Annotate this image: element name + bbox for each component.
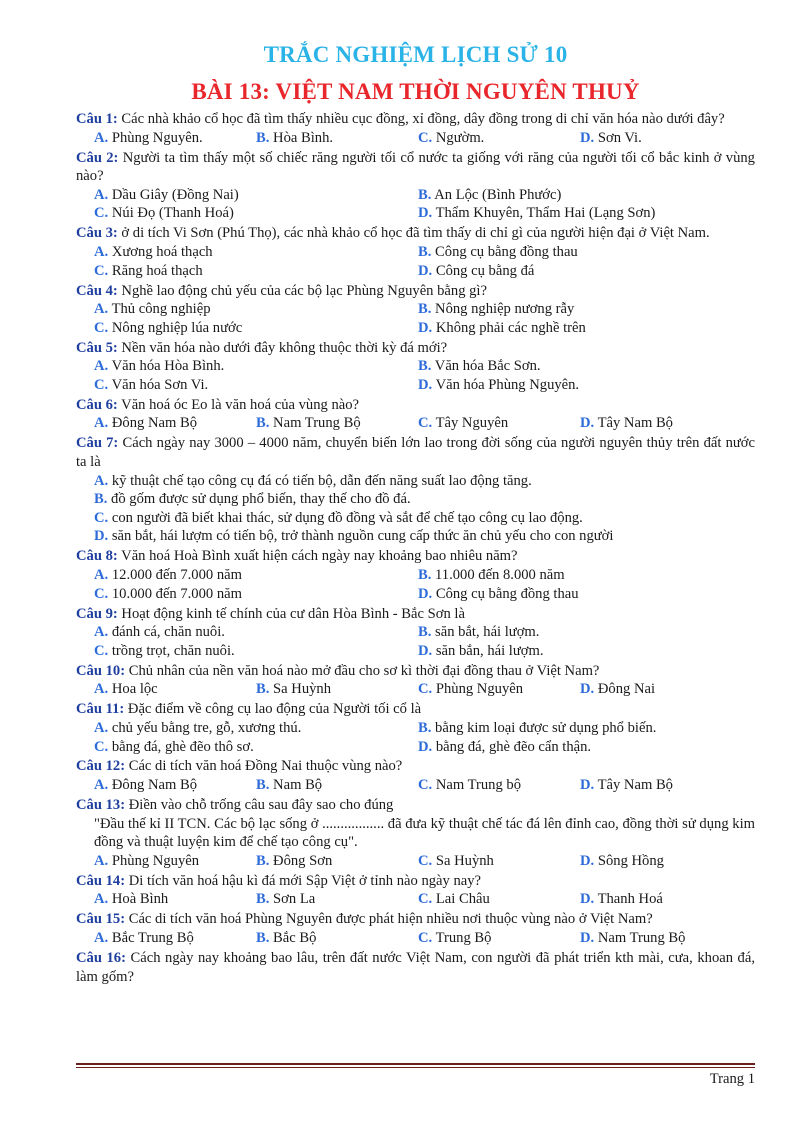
question-2 <box>76 149 755 223</box>
answer-option-c[interactable] <box>94 738 418 757</box>
option-letter: A. <box>94 186 109 203</box>
option-letter: D. <box>580 415 595 432</box>
answer-option-b[interactable] <box>256 129 418 148</box>
answer-option-b[interactable] <box>256 929 418 948</box>
option-text: Sa Huỳnh <box>273 681 332 698</box>
option-letter: C. <box>94 205 109 222</box>
option-text: Sơn La <box>273 891 316 908</box>
lesson-title: BÀI 13: VIỆT NAM THỜI NGUYÊN THUỶ <box>191 79 640 104</box>
answer-option-a[interactable] <box>94 929 256 948</box>
option-letter: C. <box>94 509 109 526</box>
question-label: Câu 2: <box>76 149 119 166</box>
question-body: Các di tích văn hoá Đồng Nai thuộc vùng nào? <box>128 758 403 775</box>
question-text <box>76 396 755 415</box>
option-text: Văn hóa Bắc Sơn. <box>434 358 541 375</box>
question-label: Câu 8: <box>76 548 118 565</box>
option-text: Lai Châu <box>435 891 490 908</box>
option-letter: D. <box>94 528 109 545</box>
option-text: bằng kim loại được sử dụng phổ biến. <box>435 719 657 736</box>
question-4 <box>76 282 755 338</box>
question-7 <box>76 434 755 546</box>
question-text <box>76 339 755 358</box>
option-letter: A. <box>94 472 109 489</box>
answer-option-a[interactable] <box>94 472 755 491</box>
option-letter: C. <box>418 415 433 432</box>
option-text: Nam Trung bộ <box>435 777 522 794</box>
option-text: Núi Đọ (Thanh Hoá) <box>111 205 234 222</box>
option-letter: B. <box>94 491 108 508</box>
option-letter: C. <box>94 319 109 336</box>
option-text: săn bắn, hái lượm. <box>435 642 544 659</box>
option-letter: B. <box>418 358 432 375</box>
option-text: Dầu Giây (Đồng Nai) <box>111 186 239 203</box>
option-text: Thẩm Khuyên, Thẩm Hai (Lạng Sơn) <box>435 205 656 222</box>
answer-option-d[interactable] <box>580 929 742 948</box>
answer-option-c[interactable] <box>94 319 418 338</box>
option-letter: A. <box>94 301 109 318</box>
option-text: Hoa lộc <box>111 681 158 698</box>
option-text: Phùng Nguyên. <box>111 129 203 146</box>
option-text: bằng đá, ghè đẽo cẩn thận. <box>435 738 592 755</box>
answer-options <box>76 680 755 699</box>
question-label: Câu 15: <box>76 911 126 928</box>
question-text <box>76 872 755 891</box>
answer-option-d[interactable] <box>418 642 742 661</box>
question-label: Câu 10: <box>76 662 126 679</box>
answer-options <box>76 852 755 871</box>
question-label: Câu 11: <box>76 701 125 718</box>
option-letter: A. <box>94 777 109 794</box>
option-letter: C. <box>418 930 433 946</box>
question-12 <box>76 757 755 794</box>
option-letter: C. <box>418 777 433 794</box>
option-letter: D. <box>418 642 433 659</box>
option-text: Nông nghiệp lúa nước <box>111 319 243 336</box>
option-letter: C. <box>94 262 109 279</box>
option-text: An Lộc (Bình Phước) <box>434 186 562 203</box>
answer-options <box>76 243 755 280</box>
question-label: Câu 1: <box>76 111 118 127</box>
option-text: Trung Bộ <box>435 930 492 946</box>
option-text: Bắc Bộ <box>273 930 317 946</box>
answer-options <box>76 129 755 148</box>
option-text: Tây Nam Bộ <box>597 415 673 432</box>
option-letter: D. <box>418 376 433 393</box>
option-letter: C. <box>418 681 433 698</box>
answer-option-a[interactable] <box>94 776 256 795</box>
option-letter: A. <box>94 129 109 146</box>
option-text: Tây Nguyên <box>435 415 509 432</box>
option-text: Nam Bộ <box>273 777 323 794</box>
option-text: Hoà Bình <box>111 891 169 908</box>
question-3 <box>76 224 755 280</box>
option-letter: D. <box>418 205 433 222</box>
option-text: săn bắt, hái lượm. <box>435 624 540 641</box>
answer-options <box>76 890 755 909</box>
option-letter: D. <box>418 319 433 336</box>
question-text <box>76 757 755 776</box>
question-body: ở di tích Vi Sơn (Phú Thọ), các nhà khảo cổ học đã tìm thấy di chỉ gì của người hiện đại ở Việt Nam. <box>121 225 710 242</box>
question-label: Câu 12: <box>76 758 126 775</box>
option-letter: C. <box>94 376 109 393</box>
option-text: kỹ thuật chế tạo công cụ đá có tiến bộ, dẫn đến năng suất lao động tăng. <box>111 472 532 489</box>
question-body: Các di tích văn hoá Phùng Nguyên được phát hiện nhiều nơi thuộc vùng nào ở Việt Nam? <box>128 911 653 928</box>
answer-option-a[interactable] <box>94 129 256 148</box>
option-text: đánh cá, chăn nuôi. <box>111 624 225 641</box>
answer-option-c[interactable] <box>94 204 418 223</box>
question-body: Cách ngày nay khoảng bao lâu, trên đất nước Việt Nam, con người đã phát triển kth mài, cưa, khoan đá, làm gốm? <box>76 949 755 985</box>
answer-option-a[interactable] <box>94 243 418 262</box>
option-letter: D. <box>418 585 433 602</box>
question-text <box>76 605 755 624</box>
answer-options <box>76 414 755 433</box>
question-list <box>76 110 755 988</box>
option-text: đồ gốm được sử dụng phổ biến, thay thế cho đồ đá. <box>111 491 411 508</box>
answer-option-d[interactable] <box>418 204 742 223</box>
answer-options <box>76 929 755 948</box>
answer-option-a[interactable] <box>94 357 418 376</box>
question-body: Di tích văn hoá hậu kì đá mới Sập Việt ở tỉnh nào ngày nay? <box>128 872 482 889</box>
question-body: Chủ nhân của nền văn hoá nào mở đầu cho sơ kì thời đại đồng thau ở Việt Nam? <box>128 662 600 679</box>
option-letter: A. <box>94 681 109 698</box>
question-6 <box>76 396 755 433</box>
answer-option-d[interactable] <box>580 776 742 795</box>
option-text: Văn hóa Phùng Nguyên. <box>435 376 580 393</box>
question-14 <box>76 872 755 909</box>
question-9 <box>76 605 755 661</box>
question-text <box>76 282 755 301</box>
question-label: Câu 3: <box>76 225 118 242</box>
option-letter: A. <box>94 852 109 869</box>
option-letter: A. <box>94 358 109 375</box>
option-text: Bắc Trung Bộ <box>111 930 194 946</box>
answer-option-d[interactable] <box>580 852 742 871</box>
option-text: Văn hóa Hòa Bình. <box>111 358 225 375</box>
option-letter: B. <box>256 891 270 908</box>
option-letter: D. <box>580 852 595 869</box>
option-letter: B. <box>418 301 432 318</box>
answer-option-a[interactable] <box>94 300 418 319</box>
question-text <box>76 949 755 986</box>
option-text: Thanh Hoá <box>597 891 663 908</box>
question-text <box>76 700 755 719</box>
answer-option-d[interactable] <box>94 527 755 546</box>
question-5 <box>76 339 755 395</box>
answer-option-b[interactable] <box>418 623 742 642</box>
question-body: Văn hoá Hoà Bình xuất hiện cách ngày nay khoảng bao nhiêu năm? <box>121 548 518 565</box>
question-label: Câu 5: <box>76 339 118 356</box>
question-body: Người ta tìm thấy một số chiếc răng người tối cổ nước ta giống với răng của người tối cổ bắc kinh ở vùng nào? <box>76 149 755 185</box>
question-body: Hoạt động kinh tế chính của cư dân Hòa Bình - Bắc Sơn là <box>121 605 465 622</box>
option-letter: B. <box>418 186 432 203</box>
question-1 <box>76 110 755 147</box>
option-letter: C. <box>418 891 433 908</box>
option-text: Văn hóa Sơn Vi. <box>111 376 209 393</box>
answer-option-d[interactable] <box>418 585 742 604</box>
answer-option-b[interactable] <box>418 300 742 319</box>
question-13 <box>76 796 755 870</box>
option-letter: C. <box>94 642 109 659</box>
option-letter: D. <box>580 681 595 698</box>
option-letter: B. <box>418 243 432 260</box>
option-text: chủ yếu bằng tre, gỗ, xương thú. <box>111 719 302 736</box>
question-body: Nghề lao động chủ yếu của các bộ lạc Phùng Nguyên bằng gì? <box>121 282 487 299</box>
option-letter: A. <box>94 930 109 946</box>
answer-option-d[interactable] <box>418 738 742 757</box>
option-text: Tây Nam Bộ <box>597 777 673 794</box>
answer-option-c[interactable] <box>418 929 580 948</box>
question-8 <box>76 547 755 603</box>
answer-options <box>76 776 755 795</box>
answer-option-c[interactable] <box>418 776 580 795</box>
option-text: Xương hoá thạch <box>111 243 213 260</box>
answer-option-c[interactable] <box>418 129 580 148</box>
question-text <box>76 149 755 186</box>
option-text: Sông Hồng <box>597 852 664 869</box>
answer-option-d[interactable] <box>418 262 742 281</box>
answer-option-a[interactable] <box>94 852 256 871</box>
option-text: Ngườm. <box>435 129 485 146</box>
option-text: Công cụ bằng đá <box>435 262 535 279</box>
question-text <box>76 547 755 566</box>
option-letter: B. <box>256 852 270 869</box>
question-label: Câu 4: <box>76 282 118 299</box>
question-label: Câu 7: <box>76 435 119 452</box>
answer-option-c[interactable] <box>418 414 580 433</box>
option-text: Hòa Bình. <box>273 129 334 146</box>
option-letter: B. <box>256 930 270 946</box>
question-text <box>76 110 755 129</box>
option-letter: D. <box>418 738 433 755</box>
option-text: Nam Trung Bộ <box>597 930 686 946</box>
option-letter: A. <box>94 566 109 583</box>
option-letter: D. <box>418 262 433 279</box>
option-letter: A. <box>94 415 109 432</box>
answer-option-b[interactable] <box>256 852 418 871</box>
option-text: săn bắt, hái lượm có tiến bộ, trở thành nguồn cung cấp thức ăn chủ yếu cho con người <box>111 528 614 545</box>
option-text: con người đã biết khai thác, sử dụng đồ đồng và sắt để chế tạo công cụ lao động. <box>111 509 583 526</box>
answer-option-c[interactable] <box>94 376 418 395</box>
page-number: Trang 1 <box>709 1071 755 1087</box>
answer-options <box>76 719 755 756</box>
answer-options <box>76 300 755 337</box>
option-letter: D. <box>580 930 595 946</box>
option-text: Nam Trung Bộ <box>273 415 361 432</box>
answer-option-a[interactable] <box>94 414 256 433</box>
answer-option-d[interactable] <box>580 680 742 699</box>
answer-option-b[interactable] <box>418 186 742 205</box>
option-text: Đông Nam Bộ <box>111 777 197 794</box>
option-text: 10.000 đến 7.000 năm <box>111 585 242 602</box>
option-letter: C. <box>418 852 433 869</box>
answer-option-b[interactable] <box>418 719 742 738</box>
answer-option-c[interactable] <box>94 509 755 528</box>
option-text: bằng đá, ghè đẽo thô sơ. <box>111 738 254 755</box>
answer-option-b[interactable] <box>256 890 418 909</box>
answer-options <box>76 623 755 660</box>
option-text: Sa Huỳnh <box>435 852 494 869</box>
question-15 <box>76 910 755 947</box>
answer-option-c[interactable] <box>418 852 580 871</box>
option-letter: D. <box>580 129 595 146</box>
option-letter: A. <box>94 719 109 736</box>
question-body: Nền văn hóa nào dưới đây không thuộc thời kỳ đá mới? <box>121 339 448 356</box>
question-label: Câu 14: <box>76 872 126 889</box>
question-body: Đặc điểm về công cụ lao động của Người tối cổ là <box>127 701 422 718</box>
answer-option-b[interactable] <box>256 680 418 699</box>
question-text <box>76 434 755 471</box>
option-letter: C. <box>418 129 433 146</box>
answer-option-a[interactable] <box>94 623 418 642</box>
option-letter: A. <box>94 624 109 641</box>
option-letter: B. <box>418 719 432 736</box>
answer-option-b[interactable] <box>94 490 755 509</box>
question-quote: "Đầu thế kỉ II TCN. Các bộ lạc sống ở ................. đã đưa kỹ thuật chế tác đá lên đỉnh cao, đồng thời sử dụng kim đồng và thuật luyện kim để chế tạo công cụ". <box>94 815 755 851</box>
answer-options <box>76 472 755 546</box>
option-letter: C. <box>94 738 109 755</box>
option-letter: D. <box>580 891 595 908</box>
answer-option-c[interactable] <box>94 585 418 604</box>
question-text <box>76 224 755 243</box>
question-text <box>76 662 755 681</box>
question-body: Cách ngày nay 3000 – 4000 năm, chuyển biến lớn lao trong đời sống của người nguyên thủy trên đất nước ta là <box>76 435 755 471</box>
answer-option-d[interactable] <box>580 414 742 433</box>
answer-option-b[interactable] <box>418 357 742 376</box>
answer-option-a[interactable] <box>94 890 256 909</box>
answer-option-b[interactable] <box>418 243 742 262</box>
question-text <box>76 796 755 815</box>
question-10 <box>76 662 755 699</box>
option-text: 11.000 đến 8.000 năm <box>435 566 565 583</box>
answer-option-c[interactable] <box>418 680 580 699</box>
question-text <box>76 910 755 929</box>
option-text: Phùng Nguyên <box>111 852 200 869</box>
option-text: Thủ công nghiệp <box>111 301 211 318</box>
question-body: Văn hoá óc Eo là văn hoá của vùng nào? <box>121 396 360 413</box>
question-body: Điền vào chỗ trống câu sau đây sao cho đúng <box>128 797 394 814</box>
answer-option-d[interactable] <box>580 129 742 148</box>
answer-options <box>76 186 755 223</box>
question-label: Câu 6: <box>76 396 118 413</box>
question-label: Câu 13: <box>76 797 126 814</box>
option-letter: A. <box>94 243 109 260</box>
option-letter: B. <box>256 129 270 146</box>
option-text: 12.000 đến 7.000 năm <box>111 566 242 583</box>
option-text: Nông nghiệp nương rẫy <box>435 301 575 318</box>
option-letter: D. <box>580 777 595 794</box>
answer-options <box>76 357 755 394</box>
answer-options <box>76 566 755 603</box>
option-text: Sơn Vi. <box>597 129 642 146</box>
option-letter: B. <box>256 681 270 698</box>
answer-option-c[interactable] <box>418 890 580 909</box>
footer-divider <box>76 1063 755 1068</box>
option-text: Đông Sơn <box>273 852 333 869</box>
answer-option-d[interactable] <box>418 376 742 395</box>
question-label: Câu 16: <box>76 949 126 966</box>
option-text: trồng trọt, chăn nuôi. <box>111 642 235 659</box>
answer-option-a[interactable] <box>94 566 418 585</box>
answer-option-b[interactable] <box>256 776 418 795</box>
option-letter: B. <box>418 624 432 641</box>
option-text: Công cụ bằng đồng thau <box>435 243 578 260</box>
answer-option-b[interactable] <box>256 414 418 433</box>
document-title: TRẮC NGHIỆM LỊCH SỬ 10 <box>263 42 568 67</box>
option-letter: B. <box>256 415 270 432</box>
question-body: Các nhà khảo cổ học đã tìm thấy nhiều cục đồng, xỉ đồng, dây đồng trong di chỉ văn hóa nào dưới đây? <box>121 111 725 127</box>
answer-option-a[interactable] <box>94 680 256 699</box>
option-letter: B. <box>418 566 432 583</box>
option-text: Phùng Nguyên <box>435 681 524 698</box>
option-text: Đông Nai <box>597 681 656 698</box>
answer-option-c[interactable] <box>94 642 418 661</box>
answer-option-a[interactable] <box>94 719 418 738</box>
option-text: Công cụ bằng đồng thau <box>435 585 579 602</box>
option-letter: A. <box>94 891 109 908</box>
option-letter: C. <box>94 585 109 602</box>
option-text: Không phải các nghề trên <box>435 319 586 336</box>
option-text: Răng hoá thạch <box>111 262 203 279</box>
answer-option-d[interactable] <box>418 319 742 338</box>
question-11 <box>76 700 755 756</box>
answer-option-c[interactable] <box>94 262 418 281</box>
answer-option-b[interactable] <box>418 566 742 585</box>
option-text: Đông Nam Bộ <box>111 415 197 432</box>
question-16 <box>76 949 755 986</box>
answer-option-a[interactable] <box>94 186 418 205</box>
answer-option-d[interactable] <box>580 890 742 909</box>
question-label: Câu 9: <box>76 605 118 622</box>
option-letter: B. <box>256 777 270 794</box>
